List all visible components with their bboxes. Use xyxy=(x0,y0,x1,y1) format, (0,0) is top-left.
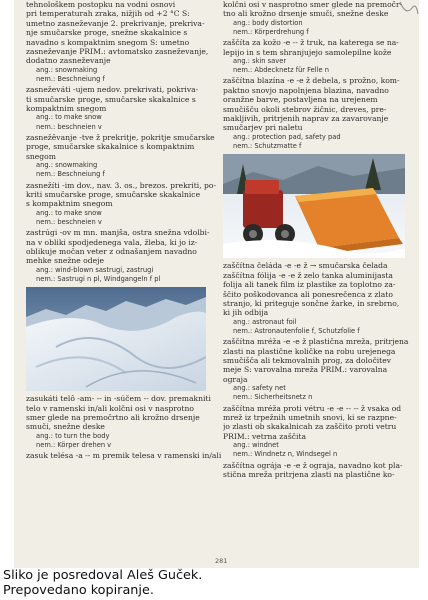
headword-line: zaščítna čeláda -e -e ž → smučarska čelada xyxy=(223,261,388,271)
entry-zascitna-mreza-proti-vetru xyxy=(223,404,419,460)
translation-line: ang.: body distortion xyxy=(233,18,303,27)
headword-line: zaščíta za kožo -e -- ž truk, na katerega se na- xyxy=(223,38,399,48)
sastrugi-photo xyxy=(26,287,222,391)
text-line: na v obliki spodjedenega vala, žleba, ki jo iz- xyxy=(26,237,198,247)
translation-line: nem.: Körperdrehung f xyxy=(233,28,309,37)
snow-groomer-photo xyxy=(223,154,419,258)
translation-line: ang.: snowmaking xyxy=(36,65,98,74)
text-line: mehke snežne odeje xyxy=(26,256,104,266)
translation-line: ang.: safety net xyxy=(233,384,286,393)
entry-zascita-za-kozo xyxy=(223,38,419,75)
text-line: stranjo, ki priteguje sončne žarke, in srebrno, xyxy=(223,298,400,308)
text-line: dodatno zasneževanje xyxy=(26,56,111,66)
entry-zasnezevati xyxy=(26,85,222,132)
translation-line: ang.: astronaut foil xyxy=(233,317,297,326)
translation-line: nem.: beschneien v xyxy=(36,217,102,226)
text-line: zasneževanje PRIM.: avtomatsko zasneževanje, xyxy=(26,47,209,57)
translation-line: ang.: windnet xyxy=(233,441,279,450)
translation-line: nem.: Windnetz n, Windsegel n xyxy=(233,450,338,459)
text-line: makljivih, pritrjenih naprav za zavarovanje xyxy=(223,114,389,124)
text-line: PRIM.: vetrna zaščita xyxy=(223,431,306,441)
translation-line: ang.: skin saver xyxy=(233,57,287,66)
headword-line: zaščítna mréža proti vétru -e -e -- -- ž vsaka od xyxy=(223,403,402,413)
snow-machine-illustration xyxy=(223,154,405,258)
dictionary-page xyxy=(14,0,419,568)
text-line: tehnološkem postopku na vodni osnovi xyxy=(26,0,176,9)
translation-line: ang.: to make snow xyxy=(36,113,102,122)
text-line: ki jih odbija xyxy=(223,308,269,318)
caption-line-copyright: Prepovedano kopiranje. xyxy=(3,583,154,598)
text-line: meje S: varovalna mreža PRIM.: varovalna xyxy=(223,365,388,375)
headword-line: zaščítna fólija -e -e ž zelo tanka aluminijasta xyxy=(223,270,393,280)
translation-line: nem.: Beschneiung f xyxy=(36,170,105,179)
headword-line: zaščítna mréža -e -e ž plastična mreža, pritrjena xyxy=(223,337,409,347)
translation-line: nem.: Abdecknetz für Felle n xyxy=(233,66,329,75)
entry-zascitna-mreza xyxy=(223,337,419,402)
image-credit-caption xyxy=(0,568,428,600)
translation-line: nem.: Schutzmatte f xyxy=(233,142,302,151)
text-line: smučišča ali tekmovalnih prog, za določitev xyxy=(223,355,391,365)
translation-line: nem.: Beschneiung f xyxy=(36,75,105,84)
headword-line: zasnežíti -im dov., nav. 3. os., brezos. prekriti, po- xyxy=(26,180,217,190)
text-line: smučišču okoli stebrov žičnic, dreves, pre- xyxy=(223,104,387,114)
headword-line: zasukáti telô -am- -- in -súčem -- dov. premakniti xyxy=(26,394,211,404)
text-line: s kompaktnim snegom xyxy=(26,199,113,209)
text-line: smučarjev pri naletu xyxy=(223,123,303,133)
translation-line: nem.: Astronautenfolie f, Schutzfolie f xyxy=(233,326,360,335)
text-line: mrež iz trpežnih umetnih snovi, ki se razpne- xyxy=(223,412,397,422)
text-line: ščito poškodovanca ali ponesrečenca z zlato xyxy=(223,289,393,299)
pen-mark-icon xyxy=(396,0,420,18)
text-line: ti smučarske proge, smučarske skakalnice s xyxy=(26,94,196,104)
caption-line-credit: Sliko je posredoval Aleš Gučеk. xyxy=(3,568,203,583)
text-line: proge, smučarske skakalnice s kompaktnim xyxy=(26,142,195,152)
translation-line: ang.: to turn the body xyxy=(36,431,110,440)
translation-line: ang.: protection pad, safety pad xyxy=(233,132,341,141)
text-line: kriti smučarske proge, smučarske skakalnice xyxy=(26,189,201,199)
text-line: oranžne barve, postavljena na urejenem xyxy=(223,95,378,105)
page-number: 281 xyxy=(215,557,228,565)
text-line: lepijo in s tem shranjujejo samolepilne kože xyxy=(223,47,392,57)
text-line: smer glede na premočrtno ali krožno drsenje xyxy=(26,412,200,422)
text-line: pri temperaturah zraka, nižjih od +2 °C S: xyxy=(26,9,190,19)
translation-line: ang.: snowmaking xyxy=(36,161,98,170)
text-line: kolčni osi v nasprotno smer glede na premočr- xyxy=(223,0,403,9)
text-line: smuči, snežne deske xyxy=(26,422,105,432)
translation-line: ang.: to make snow xyxy=(36,208,102,217)
text-line: folija ali tanek film iz plastike za toplotno za- xyxy=(223,280,396,290)
translation-line: nem.: beschneien v xyxy=(36,122,102,131)
text-line: snegom xyxy=(26,151,56,161)
headword-line: zaščítna ográja -e -e ž ograja, navadno kot pla- xyxy=(223,460,403,470)
text-line: paktno snovjo napolnjena blazina, navadno xyxy=(223,85,389,95)
left-column xyxy=(26,0,222,462)
text-line: nje smučarske proge, snežne skakalnice s xyxy=(26,28,188,38)
text-line: stična mreža pritrjena zlasti na plastične ko- xyxy=(223,470,395,479)
entry-zascitna-blazina xyxy=(223,76,419,151)
right-column xyxy=(223,0,419,480)
entry-zasuk-telesa xyxy=(26,451,222,460)
entry-zascitna-celada-folija xyxy=(223,261,419,336)
headword-line: zasuk telésa -a -- m premik telesa v ramenski in/ali xyxy=(26,451,222,461)
text-line: ograja xyxy=(223,374,248,384)
entry-zasneziti xyxy=(26,181,222,228)
headword-line: zasnežêvanje -tve ž prekritje, pokritje smučarske xyxy=(26,132,215,142)
text-line: navadno s kompaktnim snegom S: umetno xyxy=(26,37,190,47)
entry-zasnezevanje-1 xyxy=(26,0,222,84)
headword-line: zasneževáti -ujem nedov. prekrivati, pokriva- xyxy=(26,85,199,95)
entry-zasuk-telesa-cont xyxy=(223,0,419,37)
translation-line: ang.: wind-blown sastrugi, zastrugi xyxy=(36,265,154,274)
text-line: kompaktnim snegom xyxy=(26,104,107,114)
text-line: oblikuje močan veter z odnašanjem navadno xyxy=(26,246,197,256)
headword-line: zaščítna blazína -e -e ž debela, s prožno, kom- xyxy=(223,76,400,86)
text-line: telo v ramenski in/ali kolčni osi v nasprotno xyxy=(26,403,194,413)
text-line: jo zlasti ob skakalnicah za zaščito proti vetru xyxy=(223,422,397,432)
entry-zasukati-telo xyxy=(26,394,222,450)
text-line: tno ali krožno drsenje smuči, snežne deske xyxy=(223,9,389,19)
translation-line: nem.: Körper drehen v xyxy=(36,440,112,449)
entry-zasnezevanje xyxy=(26,133,222,180)
entry-zascitna-ograja xyxy=(223,461,419,480)
entry-zastrugi xyxy=(26,228,222,284)
text-line: zlasti na plastične količke na robu urejenega xyxy=(223,346,396,356)
snow-drift-illustration xyxy=(26,287,206,391)
translation-line: nem.: Sastrugi n pl, Windgangeln f pl xyxy=(36,274,161,283)
headword-line: zastrúgi -ov m mn. manjša, ostra snežna vdolbi- xyxy=(26,228,210,238)
translation-line: nem.: Sicherheitsnetz n xyxy=(233,393,313,402)
text-line: umetno zasneževanje 2. prekrivanje, prekriva- xyxy=(26,18,205,28)
